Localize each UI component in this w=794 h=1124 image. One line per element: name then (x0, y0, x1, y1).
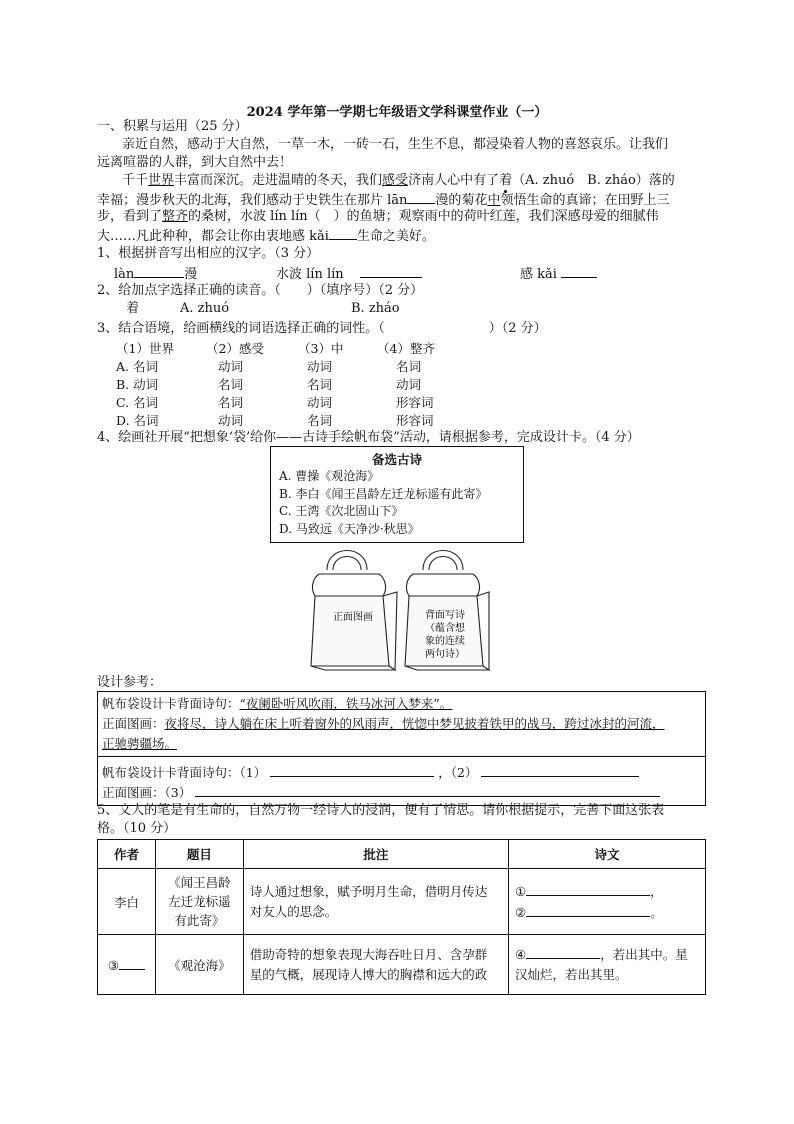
q3-header-4: （4）整齐 (377, 341, 435, 356)
table-row (98, 935, 706, 995)
reference-picture-1: 夜将尽，诗人躺在床上听着窗外的风雨声，恍惚中梦见披着铁甲的战马，跨过冰封的河流， (164, 716, 665, 731)
candidate-poems-title: 备选古诗 (371, 452, 422, 467)
q3-cell: 动词 (307, 395, 333, 410)
q3-cell: 形容词 (396, 395, 434, 410)
q3-cell: 名词 (396, 359, 422, 374)
poem-option-a: A. 曹操《观沧海》 (279, 469, 380, 483)
q3-option-a[interactable]: A. 名词 (116, 359, 158, 374)
poem-option-b: B. 李白《闻王昌龄左迁龙标遥有此寄》 (279, 486, 488, 501)
q3-cell: 动词 (396, 377, 422, 392)
answer-blank[interactable] (119, 956, 145, 970)
question-4: 4、绘画社开展“把想象‘袋’给你——古诗手绘帆布袋”活动，请根据参考，完成设计卡。（4 分） (97, 430, 640, 445)
answer-blank[interactable] (134, 264, 184, 278)
bag-front-label: 正面图画 (333, 612, 373, 623)
passage-line-5: 步，看到了整齐的桑树，水波 lín lín（ ）的鱼塘；观察雨中的荷叶红莲，我们深感母爱的细腻伟 (97, 209, 659, 224)
col-title: 题目 (155, 840, 243, 869)
author-cell: 李白 (98, 869, 156, 935)
reference-poem: “夜阑卧听风吹雨，铁马冰河入梦来”。 (239, 696, 453, 711)
q3-cell: 名词 (218, 395, 244, 410)
bag-back-label-1: 背面写诗 (425, 610, 465, 621)
col-note: 批注 (243, 840, 508, 869)
q3-header-2: （2）感受 (206, 341, 264, 356)
poem-option-d: D. 马致远《天净沙·秋思》 (279, 521, 420, 536)
answer-blank[interactable] (360, 264, 422, 278)
note-cell: 诗人通过想象，赋予明月生命，借明月传达 对友人的思念。 (243, 869, 508, 935)
poetry-table (97, 839, 706, 995)
question-2: 2、给加点字选择正确的读音。（ ）（填序号）（2 分） (97, 283, 424, 298)
answer-blank[interactable] (526, 903, 650, 917)
table-row (98, 869, 706, 935)
q3-cell: 名词 (307, 377, 333, 392)
underlined-word-ganshou: 感受 (382, 173, 409, 188)
underlined-word-zhengqi: 整齐 (162, 209, 189, 224)
q3-cell: 名词 (218, 377, 244, 392)
bag-back-label-3: 象的连续 (425, 636, 465, 647)
question-1: 1、根据拼音写出相应的汉字。（3 分） (97, 246, 320, 261)
q2-char: 着 (126, 301, 140, 316)
answer-blank[interactable] (329, 226, 357, 240)
q3-cell: 名词 (307, 413, 333, 428)
question-3: 3、结合语境，给画横线的词语选择正确的词性。（ ）（2 分） (97, 321, 547, 336)
design-reference-label: 设计参考： (97, 675, 163, 690)
author-cell: ③ (98, 935, 156, 995)
col-author: 作者 (98, 840, 156, 869)
q3-option-c[interactable]: C. 名词 (116, 395, 159, 410)
page-title: 2024 学年第一学期七年级语文学科课堂作业（一） (246, 105, 548, 120)
underlined-word-shijie: 世界 (148, 173, 175, 188)
title-cell: 《闻王昌龄 左迁龙标遥 有此寄》 (155, 869, 243, 935)
design-reference-box (97, 691, 706, 806)
verse-cell: ④ ，若出其中。星 汉灿烂，若出其里。 (509, 935, 706, 995)
candidate-poems-box (270, 446, 524, 543)
answer-blank[interactable] (270, 763, 434, 777)
q1-item-lan: làn 漫 (114, 264, 197, 284)
bag-back-label-2: （蕴含想 (425, 623, 465, 634)
design-answer: 帆布袋设计卡背面诗句：（1） ，（2） 正面图画：（3） (98, 757, 705, 805)
q3-option-d[interactable]: D. 名词 (116, 413, 159, 428)
passage-line-2: 远离喧嚣的人群，到大自然中去！ (97, 155, 293, 170)
passage-line-6: 大……凡此种种，都会让你由衷地感 kǎi 生命之美好。 (97, 226, 435, 246)
reference-example: 帆布袋设计卡背面诗句：“夜阑卧听风吹雨，铁马冰河入梦来”。 正面图画：夜将尽，诗人躺在床上听着窗外的风雨声，恍惚中梦见披着铁甲的战马，跨过冰封的河流， 正驰骋疆场。 (98, 692, 705, 757)
q3-header-1: （1）世界 (116, 341, 174, 356)
underlined-word-zhong: 中 (487, 193, 501, 208)
col-verse: 诗文 (509, 840, 706, 869)
q3-cell: 动词 (218, 359, 244, 374)
q3-cell: 动词 (307, 359, 333, 374)
q3-cell: 形容词 (396, 413, 434, 428)
dotted-char-zhe: 着 (499, 173, 513, 188)
q2-option-a[interactable]: A. zhuó (180, 301, 230, 316)
title-cell: 《观沧海》 (155, 935, 243, 995)
bag-back-label-4: 两句诗） (425, 649, 465, 660)
q2-option-b[interactable]: B. zháo (351, 301, 400, 316)
answer-blank[interactable] (526, 882, 650, 896)
answer-blank[interactable] (195, 783, 660, 797)
answer-blank[interactable] (481, 763, 639, 777)
q1-item-linlin: 水波 lín lín (276, 264, 422, 284)
passage-line-1: 亲近自然，感动于大自然，一草一木，一砖一石，生生不息，都浸染着人物的喜怒哀乐。让我们 (122, 137, 669, 152)
verse-cell: ① ， ② 。 (509, 869, 706, 935)
answer-blank[interactable] (526, 945, 600, 959)
q3-option-b[interactable]: B. 动词 (116, 377, 159, 392)
passage-line-4: 幸福；漫步秋天的北海，我们感动于史铁生在那片 lān 漫的菊花中领悟生命的真谛；在田野上三 (97, 190, 669, 210)
passage-line-3: 千千世界丰富而深沉。走进温晴的冬天，我们感受济南人心中有了着（A. zhuó B. zháo）落的 (122, 173, 675, 188)
q3-cell: 动词 (218, 413, 244, 428)
section-heading: 一、积累与运用（25 分） (97, 119, 248, 134)
q3-header-3: （3）中 (298, 341, 344, 356)
note-cell: 借助奇特的想象表现大海吞吐日月、含孕群 星的气概，展现诗人博大的胸襟和远大的政 (243, 935, 508, 995)
poem-option-c: C. 王湾《次北固山下》 (279, 504, 404, 518)
tote-bags-illustration (305, 548, 495, 673)
answer-blank[interactable] (407, 190, 435, 204)
answer-blank[interactable] (561, 264, 597, 278)
reference-picture-2: 正驰骋疆场。 (102, 736, 178, 751)
question-5: 5、文人的笔是有生命的，自然万物一经诗人的浸润，便有了情思。请你根据提示，完善下面这张表 (97, 803, 665, 818)
question-5-cont: 格。（10 分） (97, 821, 177, 836)
q1-item-kai: 感 kǎi (520, 264, 597, 284)
